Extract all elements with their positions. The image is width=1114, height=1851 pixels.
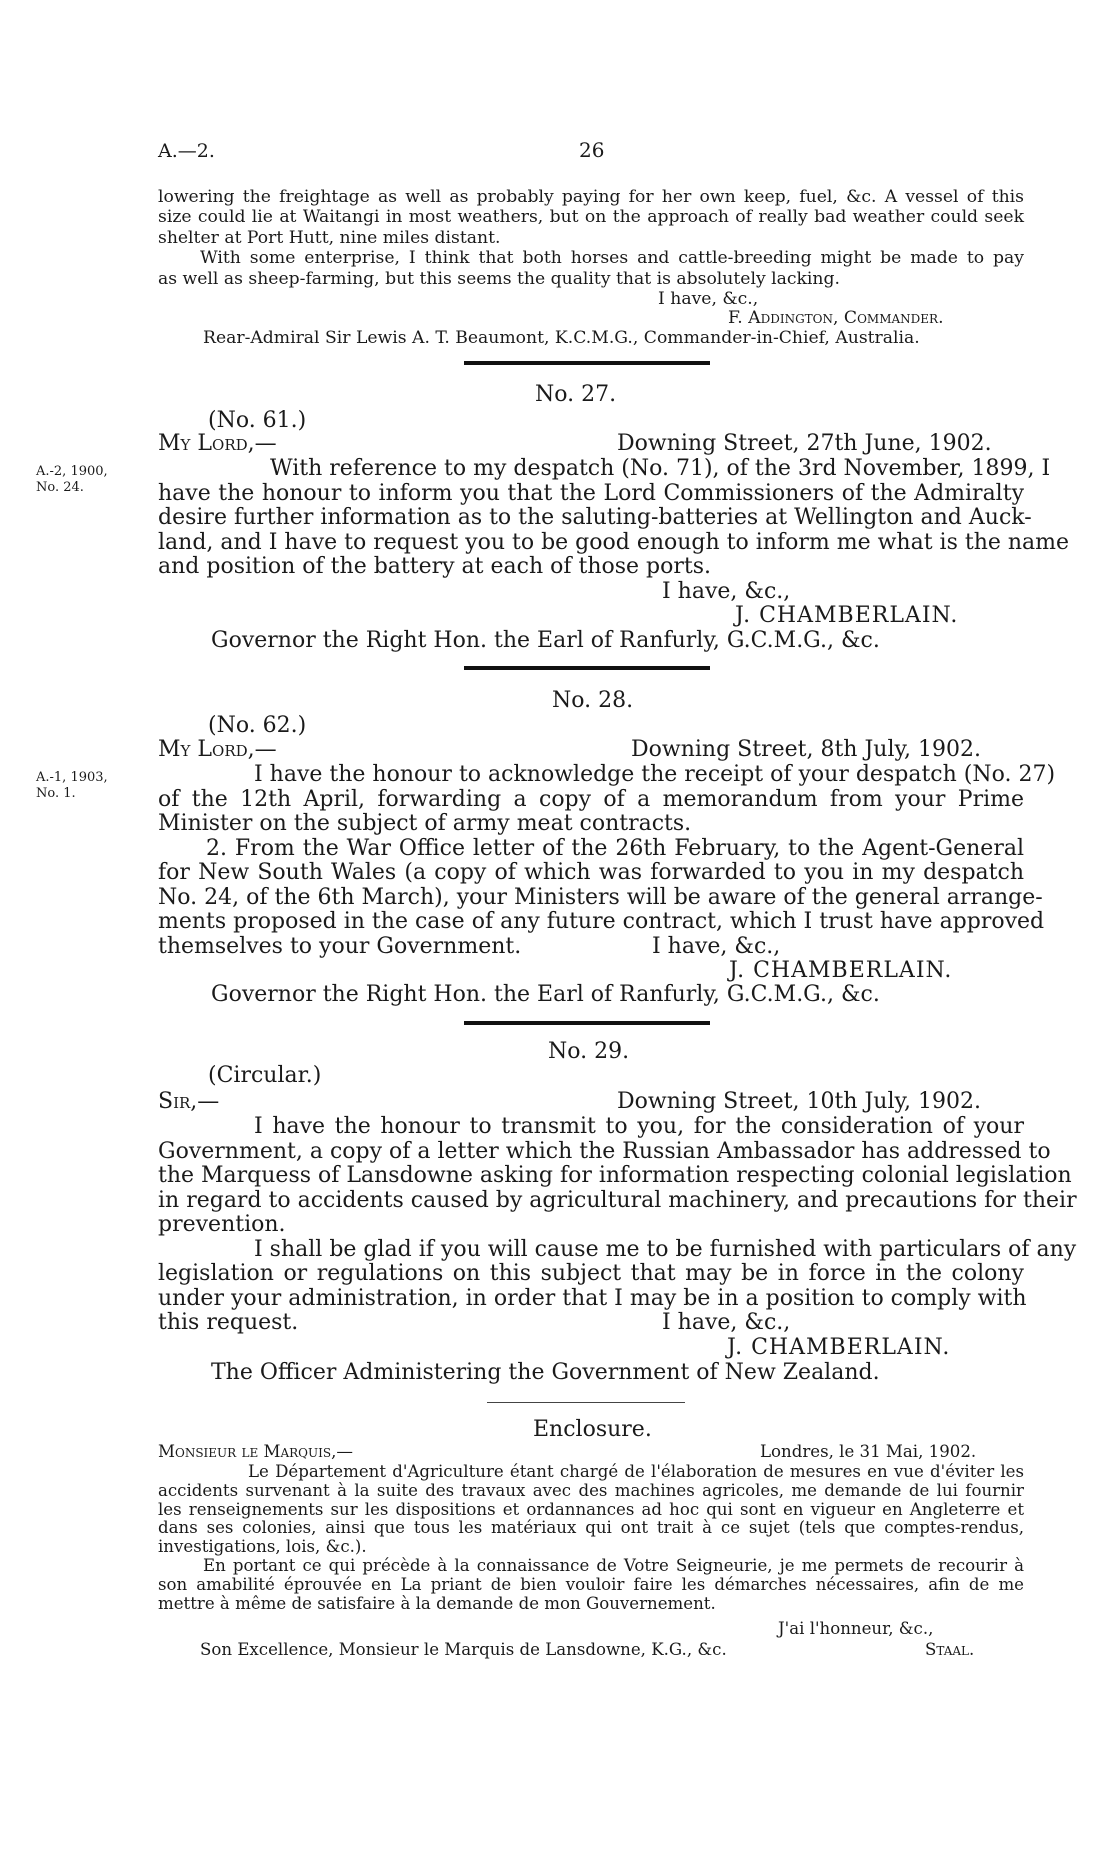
text-line: mettre à même de satisfaire à la demande de mon Gouvernement.	[158, 1593, 716, 1613]
letter-date: Londres, le 31 Mai, 1902.	[760, 1442, 977, 1461]
letter-date: Downing Street, 27th June, 1902.	[617, 431, 992, 456]
letter-body	[158, 1114, 1077, 1336]
signature: F. Addington, Commander.	[728, 308, 944, 328]
addressee: Son Excellence, Monsieur le Marquis de Lansdowne, K.G., &c.	[200, 1640, 727, 1659]
text-line: son amabilité éprouvée en La priant de bien vouloir faire les démarches nécessaires, afin de me	[158, 1574, 1024, 1594]
text-line: of the 12th April, forwarding a copy of a memorandum from your Prime	[158, 786, 1024, 812]
page-ref: A.—2.	[158, 140, 215, 162]
addressee: Governor the Right Hon. the Earl of Ranfurly, G.C.M.G., &c.	[211, 628, 880, 653]
closing: I have, &c.,	[658, 289, 759, 309]
addressee: The Officer Administering the Government of New Zealand.	[211, 1360, 880, 1385]
margin-line: No. 24.	[36, 480, 84, 495]
margin-line: A.-1, 1903,	[36, 770, 108, 785]
enclosure-body	[158, 1463, 1024, 1613]
text-line: With reference to my despatch (No. 71), of the 3rd November, 1899, I	[270, 456, 1051, 481]
section-rule	[464, 1021, 710, 1025]
salutation: Monsieur le Marquis,—	[158, 1442, 353, 1461]
text-line: this request.	[158, 1310, 299, 1335]
text-line: the Marquess of Lansdowne asking for information respecting colonial legislation	[158, 1163, 1072, 1188]
intro-paragraph	[158, 187, 1024, 289]
signature: Staal.	[925, 1640, 975, 1659]
text-line: les renseignements sur les dispositions et ordannances ad hoc qui sont en vigueur en Angleterre et	[158, 1499, 1024, 1519]
text-line: prevention.	[158, 1212, 286, 1237]
margin-reference	[36, 464, 108, 496]
text-line: dans ses colonies, ainsi que tous les matériaux qui ont trait à ce sujet (tels que comptes-rendus,	[158, 1518, 1024, 1538]
letter-heading: No. 27.	[535, 382, 617, 407]
text-line: No. 24, of the 6th March), your Ministers will be aware of the general arrange-	[158, 884, 1043, 910]
text-line: legislation or regulations on this subject that may be in force in the colony	[158, 1261, 1024, 1286]
letter-heading: No. 29.	[548, 1039, 630, 1064]
letter-body	[158, 762, 1056, 959]
closing: J'ai l'honneur, &c.,	[778, 1619, 934, 1638]
text-line: in regard to accidents caused by agricultural machinery, and precautions for their	[158, 1187, 1077, 1213]
text-line: accidents survenant à la suite des travaux avec des machines agricoles, me demande de lui fournir	[158, 1480, 1024, 1500]
letter-heading: No. 28.	[552, 688, 634, 713]
margin-line: No. 1.	[36, 786, 76, 801]
text-line: desire further information as to the saluting-batteries at Wellington and Auck-	[158, 505, 1032, 530]
text-line: I have the honour to transmit to you, for the consideration of your	[254, 1114, 1024, 1139]
text-line: Government, a copy of a letter which the Russian Ambassador has addressed to	[158, 1138, 1051, 1164]
text-line: 2. From the War Office letter of the 26th February, to the Agent-General	[206, 835, 1024, 861]
salutation: My Lord,—	[158, 737, 277, 762]
text-line: I have the honour to acknowledge the receipt of your despatch (No. 27)	[254, 762, 1056, 787]
addressee: Governor the Right Hon. the Earl of Ranfurly, G.C.M.G., &c.	[211, 982, 880, 1007]
letter-ref: (No. 61.)	[208, 408, 307, 433]
closing: I have, &c.,	[662, 1310, 791, 1335]
text-line: Minister on the subject of army meat contracts.	[158, 811, 692, 836]
page-number: 26	[579, 138, 605, 162]
text-line: under your administration, in order that I may be in a position to comply with	[158, 1285, 1027, 1311]
signature: J. CHAMBERLAIN.	[729, 958, 953, 983]
section-rule	[487, 1402, 685, 1403]
margin-reference	[36, 770, 108, 802]
margin-line: A.-2, 1900,	[36, 464, 108, 479]
text-line: shelter at Port Hutt, nine miles distant.	[158, 227, 501, 248]
text-line: With some enterprise, I think that both horses and cattle-breeding might be made to pay	[200, 248, 1024, 269]
section-rule	[464, 361, 710, 365]
closing: I have, &c.,	[662, 579, 791, 604]
letter-ref: (No. 62.)	[208, 713, 307, 738]
addressee: Rear-Admiral Sir Lewis A. T. Beaumont, K.C.M.G., Commander-in-Chief, Australia.	[203, 328, 920, 348]
text-line: investigations, lois, &c.).	[158, 1537, 367, 1557]
letter-body	[158, 456, 1070, 580]
text-line: land, and I have to request you to be good enough to inform me what is the name	[158, 529, 1070, 555]
text-line: and position of the battery at each of those ports.	[158, 554, 712, 579]
letter-date: Downing Street, 8th July, 1902.	[631, 737, 981, 762]
salutation: My Lord,—	[158, 431, 277, 456]
text-line: as well as sheep-farming, but this seems the quality that is absolutely lacking.	[158, 268, 840, 289]
text-line: themselves to your Government.	[158, 933, 522, 959]
text-line: size could lie at Waitangi in most weathers, but on the approach of really bad weather could seek	[158, 207, 1024, 228]
text-line: ments proposed in the case of any future contract, which I trust have approved	[158, 909, 1045, 934]
signature: J. CHAMBERLAIN.	[735, 603, 959, 628]
closing: I have, &c.,	[652, 934, 781, 959]
enclosure-heading: Enclosure.	[533, 1417, 652, 1442]
text-line: lowering the freightage as well as probably paying for her own keep, fuel, &c. A vessel of this	[158, 187, 1024, 207]
text-line: I shall be glad if you will cause me to be furnished with particulars of any	[254, 1236, 1077, 1262]
salutation: Sir,—	[158, 1089, 220, 1114]
signature: J. CHAMBERLAIN.	[727, 1335, 951, 1360]
text-line: En portant ce qui précède à la connaissance de Votre Seigneurie, je me permets de recourir à	[203, 1555, 1024, 1575]
text-line: for New South Wales (a copy of which was forwarded to you in my despatch	[158, 860, 1024, 885]
text-line: Le Département d'Agriculture étant chargé de l'élaboration de mesures en vue d'éviter les	[248, 1462, 1024, 1481]
section-rule	[464, 666, 710, 670]
text-line: have the honour to inform you that the Lord Commissioners of the Admiralty	[158, 480, 1024, 506]
letter-ref: (Circular.)	[208, 1063, 322, 1088]
letter-date: Downing Street, 10th July, 1902.	[617, 1089, 981, 1114]
